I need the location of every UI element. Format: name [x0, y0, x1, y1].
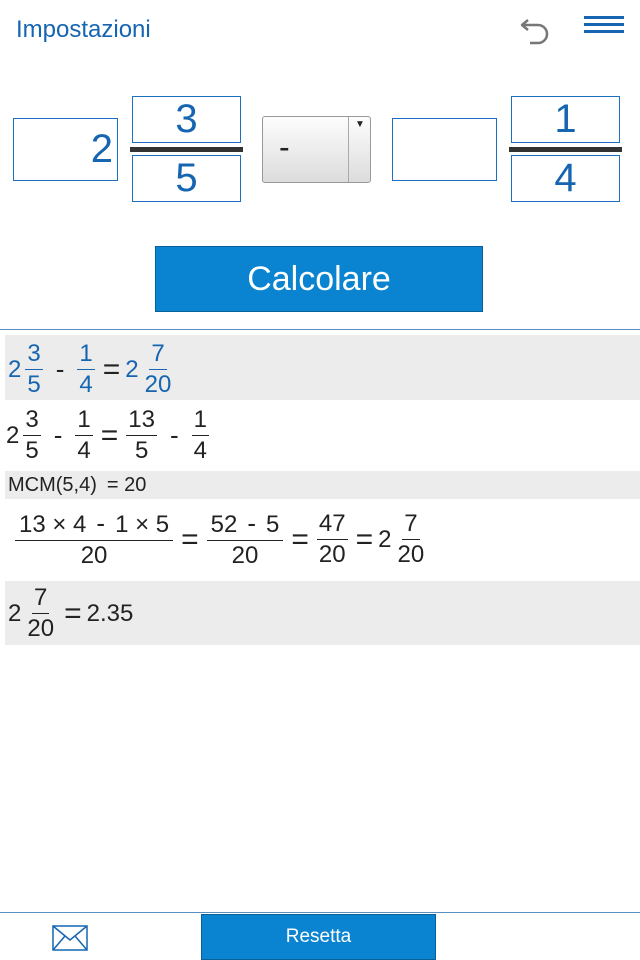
right-numerator-input[interactable]: 1: [511, 96, 620, 143]
left-fraction-bar: [130, 147, 243, 152]
settings-link[interactable]: Impostazioni: [16, 16, 151, 43]
whole: 2: [8, 599, 22, 627]
fraction: $\frac{1}{4}$: [193, 406, 208, 464]
fraction: $\frac{13}{5}$: [128, 406, 155, 464]
operator-value: -: [279, 129, 290, 165]
operator: -: [55, 354, 65, 384]
fraction: $\frac{13 \times 4 - 1 \times 5}{20}$: [15, 508, 173, 571]
equals: =: [291, 522, 309, 556]
fraction: $\frac{7}{20}$: [397, 510, 425, 568]
left-whole-input[interactable]: 2: [13, 118, 118, 181]
reset-button[interactable]: Resetta: [201, 914, 436, 960]
equals: =: [102, 352, 121, 386]
equals: =: [100, 418, 119, 452]
whole: 2: [378, 525, 392, 553]
right-fraction-bar: [509, 147, 622, 152]
fraction: $\frac{3}{5}$: [25, 406, 39, 464]
step-improper: [6, 405, 212, 466]
fraction: $\frac{7}{20}$: [144, 340, 172, 398]
left-denominator-input[interactable]: 5: [132, 155, 241, 202]
step-common-denominator: [12, 508, 429, 571]
menu-icon[interactable]: [584, 16, 624, 34]
left-numerator-input[interactable]: 3: [132, 96, 241, 143]
right-denominator-input[interactable]: 4: [511, 155, 620, 202]
whole: 2: [8, 355, 22, 383]
footer-divider: [0, 912, 640, 913]
step-lcm: [8, 474, 146, 497]
fraction: $\frac{47}{20}$: [318, 510, 346, 568]
divider: [0, 329, 640, 330]
operator: -: [169, 420, 179, 450]
operator-select[interactable]: [262, 116, 371, 183]
undo-icon[interactable]: [518, 10, 554, 46]
right-whole-input[interactable]: [392, 118, 497, 181]
fraction: $\frac{1}{4}$: [77, 406, 91, 464]
fraction: $\frac{7}{20}$: [27, 584, 55, 642]
fraction: $\frac{3}{5}$: [27, 340, 41, 398]
equals: =: [355, 522, 374, 556]
equals: =: [64, 596, 82, 630]
whole: 2: [6, 421, 20, 449]
select-separator: [348, 117, 349, 182]
equals: =: [181, 522, 199, 556]
decimal-value: 2.35: [86, 599, 134, 627]
dropdown-arrow-icon: ▼: [355, 119, 365, 130]
lcm-label: MCM(5,4): [8, 474, 97, 496]
fraction: $\frac{1}{4}$: [79, 340, 93, 398]
lcm-value: = 20: [106, 474, 147, 496]
calculate-button[interactable]: Calcolare: [155, 246, 483, 312]
fraction: $\frac{52 - 5}{20}$: [207, 508, 284, 571]
whole: 2: [125, 355, 139, 383]
result-summary: [8, 339, 176, 400]
step-decimal: [8, 583, 133, 644]
mail-icon[interactable]: [52, 925, 88, 951]
operator: -: [53, 420, 63, 450]
